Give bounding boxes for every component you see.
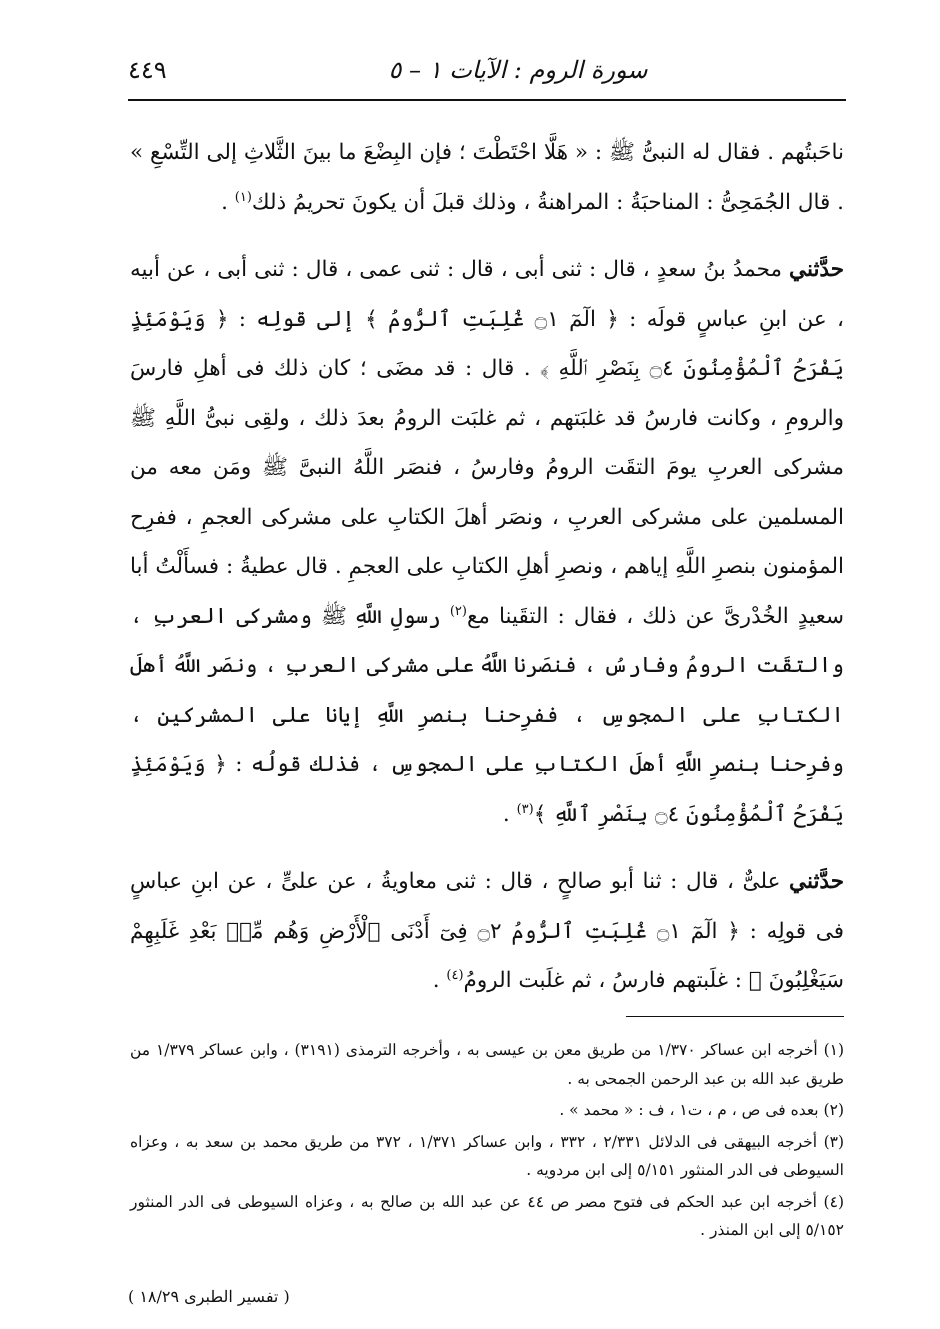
isnad-lead: حدَّثني [789, 257, 844, 282]
footnotes [130, 1036, 844, 1248]
paragraph-3 [130, 857, 844, 1006]
edition-reference: ( تفسير الطبرى ١٨/٢٩ ) [128, 1287, 290, 1306]
paragraph-text: علىٌّ ، قال : ثنا أبو صالحٍ ، قال : ثنى معاويةُ ، عن علىٍّ ، عن ابنِ عباسٍ فى قولِه : ﴿ الٓمٓ ۝١ غُلِبَتِ ٱلرُّومُ ۝٢ فِىٓ أَدْنَى ٱلْأَرْضِ وَهُم مِّنۢ بَعْدِ غَلَبِهِمْ سَيَغْلِبُونَ ﴾ : غلَبتهم فارسُ ، ثم غلَبت الرومُ [130, 869, 844, 993]
page-number: ٤٤٩ [128, 56, 167, 84]
footnote-ref-1: (١) [234, 189, 252, 205]
running-header [128, 52, 846, 92]
footnote-separator [626, 1016, 844, 1017]
header-rule [128, 99, 846, 101]
paragraph-text: ناحَبتُهم . فقال له النبىُّ ﷺ : « هَلَّا احْتَطْتَ ؛ فإن البِضْعَ ما بينَ الثَّلاثِ إلى التِّسْعِ » . قال الجُمَحِىُّ : المناحبَةُ : المراهنةُ ، وذلك قبلَ أن يكونَ تحريمُ ذلك [130, 140, 844, 215]
paragraph-2 [130, 245, 844, 839]
footnote-2: (٢) بعده فى ص ، م ، ت١ ، ف : « محمد » . [559, 1101, 844, 1119]
paragraph-tail: . [502, 801, 517, 827]
isnad-lead: حدَّثني [789, 869, 844, 894]
main-text [130, 128, 844, 1024]
paragraph-text-cont: رسولِ اللَّهِ ﷺ ومشركى العربِ ، والتقَت الرومُ وفارسُ ، فنصَرنا اللَّهُ على مشركى العربِ ، ونصَر اللَّهُ أهلَ الكتابِ على المجوسِ ، ففرِحنا بنصرِ اللَّهِ إيانا على المشركين ، وفرِحنا بنصرِ اللَّهِ أهلَ الكتابِ على المجوسِ ، فذلك قولُه : ﴿ وَيَوْمَئِذٍ يَفْرَحُ ٱلْمُؤْمِنُونَ ۝٤ بِنَصْرِ ٱللَّهِ ﴾ [130, 603, 844, 827]
footnote-ref-4: (٤) [446, 967, 464, 983]
footnote-1: (١) أخرجه ابن عساكر ١/٣٧٠ من طريق معن بن عيسى به ، وأخرجه الترمذى (٣١٩١) ، وابن عساكر ١/٣٧٩ من طريق عبد الله بن عبد الرحمن الجمحى به . [130, 1041, 845, 1088]
running-head-title: سورة الروم : الآيات ١ – ٥ [388, 56, 648, 84]
footnote-ref-2: (٢) [449, 603, 467, 619]
paragraph-tail: . [432, 968, 447, 993]
paragraph-tail: . [221, 189, 235, 215]
footnote-4: (٤) أخرجه ابن عبد الحكم فى فتوح مصر ص ٤٤ عن عبد الله بن صالح به ، وعزاه السيوطى فى الدر المنثور ٥/١٥٢ إلى ابن المنذر . [130, 1192, 844, 1239]
paragraph-1 [130, 128, 844, 227]
paragraph-text: محمدُ بنُ سعدٍ ، قال : ثنى أبى ، قال : ثنى عمى ، قال : ثنى أبى ، عن أبيه ، عن ابنِ عباسٍ قولَه : ﴿ الٓمٓ ۝١ غُلِبَتِ ٱلرُّومُ ﴾ إلى قولِه : ﴿ وَيَوْمَئِذٍ يَفْرَحُ ٱلْمُؤْمِنُونَ ۝٤ بِنَصْرِ ٱللَّهِ ﴾ . قال : قد مضَى ؛ كان ذلك فى أهلِ فارسَ والرومِ ، وكانت فارسُ قد غلبَتهم ، ثم غلبَت الرومُ بعدَ ذلك ، ولقِى نبىُّ اللَّهِ ﷺ مشركى العربِ يومَ التقَت الرومُ وفارسُ ، فنصَر اللَّهُ النبىَّ ﷺ ومَن معه من المسلمين على مشركى العربِ ، ونصَر أهلَ الكتابِ على مشركى العجمِ ، ففرِح المؤمنون بنصرِ اللَّهِ إياهم ، ونصرِ أهلِ الكتابِ على العجمِ . قال عطيةُ : فسأَلْتُ أبا سعيدٍ الخُدْرىَّ عن ذلك ، فقال : التقَينا مع [130, 257, 844, 629]
footnote-ref-3: (٣) [516, 801, 534, 817]
footnote-3: (٣) أخرجه البيهقى فى الدلائل ٢/٣٣١ ، ٣٣٢ ، وابن عساكر ١/٣٧١ ، ٣٧٢ من طريق محمد بن سعد به ، وعزاه السيوطى فى الدر المنثور ٥/١٥١ إلى ابن مردويه . [130, 1132, 845, 1179]
